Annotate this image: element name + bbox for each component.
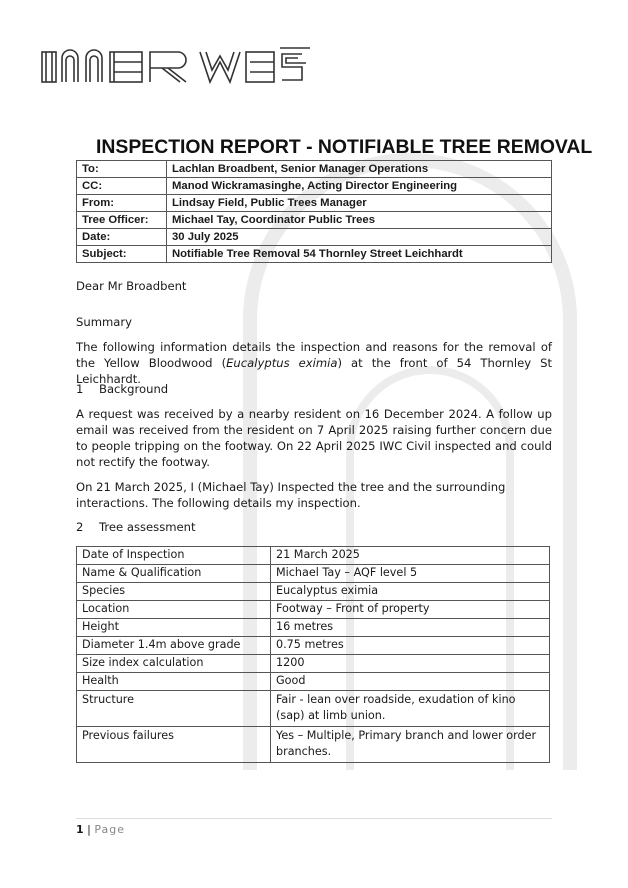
report-title: INSPECTION REPORT - NOTIFIABLE TREE REMOVAL xyxy=(96,136,593,158)
summary-paragraph: The following information details the inspection and reasons for the removal of the Yellow Bloodwood (Eucalyptus eximia) at the front of 54 Thornley St Leichhardt. xyxy=(76,340,552,386)
memo-label: To: xyxy=(77,161,167,178)
assessment-row xyxy=(77,547,550,565)
assessment-value: 0.75 metres xyxy=(271,637,550,655)
assessment-value: 1200 xyxy=(271,655,550,673)
assessment-label: Date of Inspection xyxy=(77,547,271,565)
memo-row xyxy=(77,229,552,246)
memo-row xyxy=(77,161,552,178)
assessment-label: Diameter 1.4m above grade xyxy=(77,637,271,655)
logo-lettering xyxy=(40,38,312,90)
memo-label: Tree Officer: xyxy=(77,212,167,229)
memo-row xyxy=(77,246,552,263)
assessment-value: Footway – Front of property xyxy=(271,601,550,619)
memo-label: From: xyxy=(77,195,167,212)
memo-value: Manod Wickramasinghe, Acting Director Engineering xyxy=(167,178,552,195)
species-italic: Eucalyptus eximia xyxy=(226,356,338,370)
assessment-row xyxy=(77,637,550,655)
assessment-value: 16 metres xyxy=(271,619,550,637)
memo-value: 30 July 2025 xyxy=(167,229,552,246)
assessment-label: Size index calculation xyxy=(77,655,271,673)
assessment-row xyxy=(77,565,550,583)
page-label: Page xyxy=(94,823,125,836)
assessment-row xyxy=(77,655,550,673)
salutation: Dear Mr Broadbent xyxy=(76,279,187,293)
assessment-value: 21 March 2025 xyxy=(271,547,550,565)
page-number: 1 xyxy=(76,823,84,836)
footer-divider xyxy=(76,818,552,819)
page-footer: 1 | Page xyxy=(76,823,125,836)
assessment-row xyxy=(77,727,550,763)
tree-assessment-table xyxy=(76,546,550,763)
background-paragraph-2: On 21 March 2025, I (Michael Tay) Inspected the tree and the surrounding interactions. The following details my inspection. xyxy=(76,480,506,510)
memo-row xyxy=(77,195,552,212)
assessment-row xyxy=(77,601,550,619)
section-heading-background: 1 Background xyxy=(76,382,169,396)
assessment-label: Structure xyxy=(77,691,271,727)
assessment-value: Eucalyptus eximia xyxy=(271,583,550,601)
assessment-row xyxy=(77,619,550,637)
memo-value: Michael Tay, Coordinator Public Trees xyxy=(167,212,552,229)
assessment-label: Height xyxy=(77,619,271,637)
memo-label: Subject: xyxy=(77,246,167,263)
summary-heading: Summary xyxy=(76,315,133,329)
memo-label: Date: xyxy=(77,229,167,246)
inner-west-logo xyxy=(40,38,312,90)
memo-row xyxy=(77,178,552,195)
assessment-label: Species xyxy=(77,583,271,601)
assessment-value: Good xyxy=(271,673,550,691)
memo-row xyxy=(77,212,552,229)
assessment-value: Yes – Multiple, Primary branch and lower order branches. xyxy=(271,727,550,763)
memo-label: CC: xyxy=(77,178,167,195)
memo-header-table xyxy=(76,160,552,263)
memo-value: Lindsay Field, Public Trees Manager xyxy=(167,195,552,212)
assessment-label: Health xyxy=(77,673,271,691)
assessment-row xyxy=(77,691,550,727)
background-paragraph-1: A request was received by a nearby resident on 16 December 2024. A follow up email was received from the resident on 7 April 2025 raising further concern due to people tripping on the footway. On 22 April 2025 IWC Civil inspected and could not rectify the footway. xyxy=(76,407,552,469)
assessment-label: Location xyxy=(77,601,271,619)
memo-value: Notifiable Tree Removal 54 Thornley Street Leichhardt xyxy=(167,246,552,263)
assessment-value: Michael Tay – AQF level 5 xyxy=(271,565,550,583)
section-heading-tree-assessment: 2 Tree assessment xyxy=(76,520,196,534)
assessment-row xyxy=(77,673,550,691)
assessment-row xyxy=(77,583,550,601)
assessment-label: Previous failures xyxy=(77,727,271,763)
memo-value: Lachlan Broadbent, Senior Manager Operations xyxy=(167,161,552,178)
assessment-value: Fair - lean over roadside, exudation of kino (sap) at limb union. xyxy=(271,691,550,727)
assessment-label: Name & Qualification xyxy=(77,565,271,583)
